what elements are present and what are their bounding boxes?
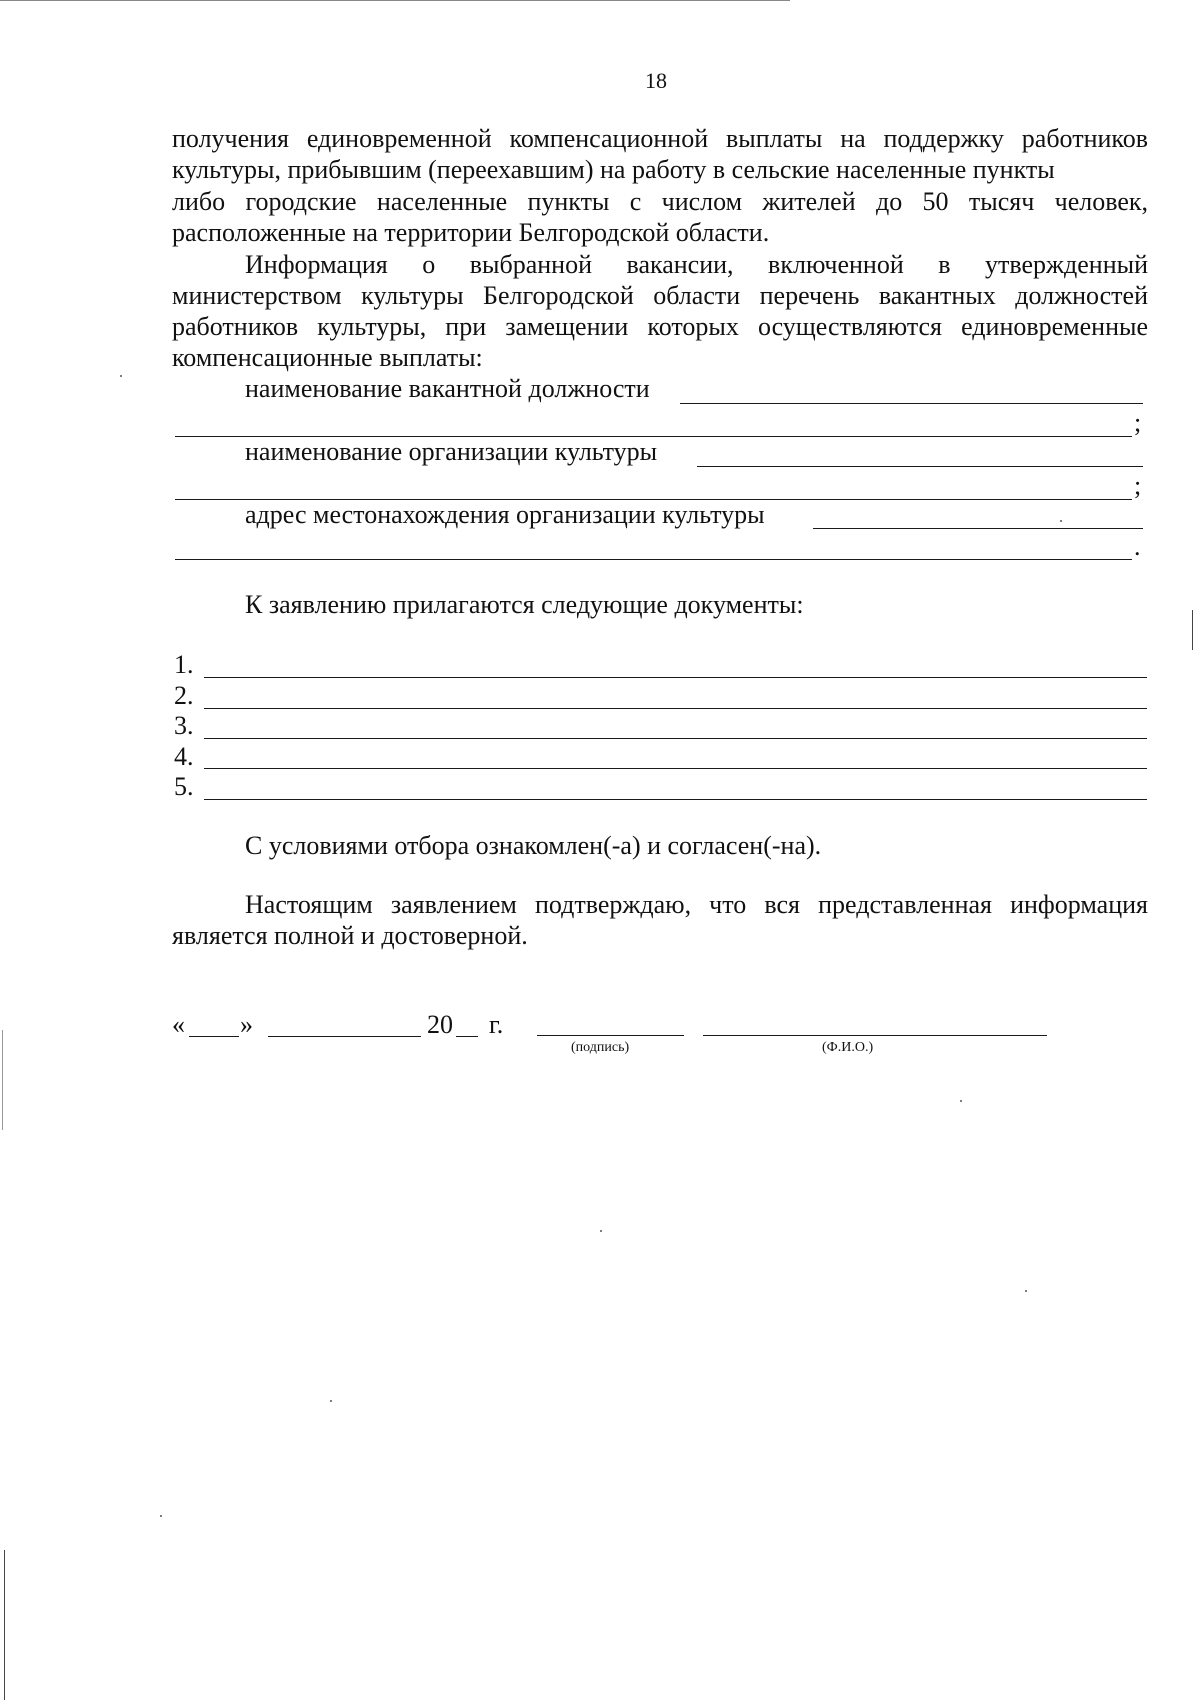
scan-speck xyxy=(120,375,122,377)
vacancy-input-line[interactable] xyxy=(680,403,1143,404)
attachment-number: 4. xyxy=(174,742,194,771)
scan-speck xyxy=(1060,520,1062,522)
address-label: адрес местонахождения организации культуры xyxy=(245,500,765,529)
scan-speck xyxy=(600,1230,602,1232)
scan-top-edge xyxy=(0,0,790,1)
address-period: . xyxy=(1134,532,1141,561)
scan-left-mark xyxy=(2,1030,3,1130)
paragraph-1-line-2: культуры, прибывшим (переехавшим) на работу в сельские населенные пункты xyxy=(172,155,1055,184)
paragraph-2-line-1: Информация о выбранной вакансии, включенной в утвержденный xyxy=(245,250,1148,279)
signature-caption: (подпись) xyxy=(571,1040,630,1055)
date-year-suffix: г. xyxy=(489,1010,504,1039)
full-name-caption: (Ф.И.О.) xyxy=(822,1040,874,1055)
paragraph-1-line-4: расположенные на территории Белгородской области. xyxy=(172,218,770,247)
scan-right-mark xyxy=(1192,610,1193,650)
vacancy-semicolon: ; xyxy=(1134,408,1142,437)
organization-input-line[interactable] xyxy=(697,466,1143,467)
vacancy-label: наименование вакантной должности xyxy=(245,374,650,403)
paragraph-1-line-1: получения единовременной компенсационной выплаты на поддержку работников xyxy=(172,124,1148,153)
attachment-number: 5. xyxy=(174,772,194,801)
confirmation-line-1: Настоящим заявлением подтверждаю, что вся представленная информация xyxy=(245,890,1148,919)
attachment-input-line[interactable] xyxy=(204,738,1147,739)
date-close-quote: » xyxy=(240,1010,253,1039)
date-year-prefix: 20 xyxy=(427,1010,453,1039)
attachment-number: 2. xyxy=(174,681,194,710)
attachment-input-line[interactable] xyxy=(204,799,1147,800)
attachment-input-line[interactable] xyxy=(204,708,1147,709)
attachment-number: 3. xyxy=(174,711,194,740)
organization-semicolon: ; xyxy=(1134,471,1142,500)
date-open-quote: « xyxy=(172,1010,185,1039)
scan-speck xyxy=(1025,1290,1027,1292)
consent-statement: С условиями отбора ознакомлен(-а) и согласен(-на). xyxy=(245,831,822,860)
page-number: 18 xyxy=(645,68,667,93)
paragraph-2-line-4: компенсационные выплаты: xyxy=(172,343,483,372)
confirmation-line-2: является полной и достоверной. xyxy=(172,921,528,950)
paragraph-1-line-3: либо городские населенные пункты с числом жителей до 50 тысяч человек, xyxy=(172,187,1148,216)
date-year-field[interactable] xyxy=(456,1036,478,1037)
attachment-number: 1. xyxy=(174,650,194,679)
attachment-input-line[interactable] xyxy=(204,677,1147,678)
date-day-field[interactable] xyxy=(189,1036,239,1037)
organization-label: наименование организации культуры xyxy=(245,437,658,466)
scan-speck xyxy=(160,1515,162,1517)
date-month-field[interactable] xyxy=(268,1036,421,1037)
full-name-field[interactable] xyxy=(703,1035,1047,1036)
scan-left-edge xyxy=(4,1550,5,1700)
address-input-line[interactable] xyxy=(813,528,1143,529)
scan-speck xyxy=(330,1400,332,1402)
signature-field[interactable] xyxy=(537,1035,684,1036)
scan-speck xyxy=(960,1100,962,1102)
paragraph-2-line-2: министерством культуры Белгородской области перечень вакантных должностей xyxy=(172,281,1148,310)
attachments-heading: К заявлению прилагаются следующие документы: xyxy=(245,590,804,619)
address-input-line-2[interactable] xyxy=(175,559,1132,560)
paragraph-2-line-3: работников культуры, при замещении которых осуществляются единовременные xyxy=(172,312,1148,341)
attachment-input-line[interactable] xyxy=(204,768,1147,769)
